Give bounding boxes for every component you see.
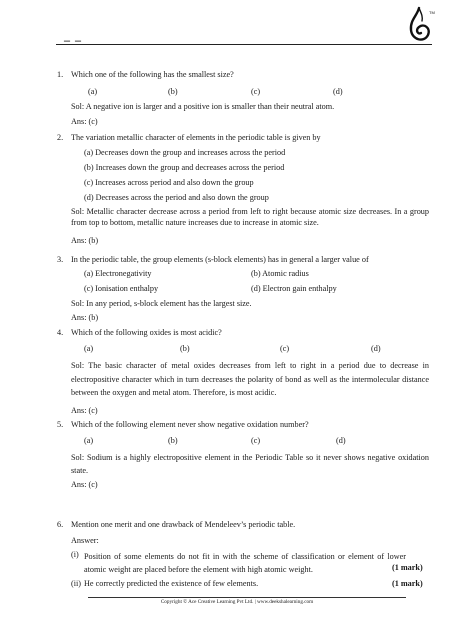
- q2-option-c: (c) Increases across period and also down the group: [84, 178, 254, 187]
- q5-option-a: (a): [84, 436, 94, 445]
- header-rule: [56, 44, 432, 45]
- header-dash: – –: [64, 33, 82, 47]
- q6-number: 6.: [57, 520, 64, 529]
- q6-point-text: He correctly predicted the existence of few elements.: [84, 579, 259, 588]
- q2-number: 2.: [57, 133, 64, 142]
- q6-point-mark: (1 mark): [392, 579, 423, 588]
- q3-option-b: (b) Atomic radius: [251, 269, 309, 278]
- q4-answer: Ans: (c): [71, 406, 98, 415]
- q2-option-b: (b) Increases down the group and decreases across the period: [84, 163, 285, 172]
- q5-answer: Ans: (c): [71, 480, 98, 489]
- brand-logo-icon: [402, 6, 436, 46]
- q6-point-number: (ii): [71, 579, 82, 588]
- q2-answer: Ans: (b): [71, 236, 99, 245]
- q4-solution: Sol: The basic character of metal oxides decreases from left to right in a period due to decrease in electropositive character which in turn decreases the polarity of bond as well as the intermolecular distance between the oxygen and metal atom. Therefore, is most acidic.: [71, 361, 429, 397]
- q1-option-a: (a): [88, 87, 98, 96]
- q1-solution: Sol: A negative ion is larger and a positive ion is smaller than their neutral atom.: [71, 102, 335, 111]
- q1-option-b: (b): [168, 87, 178, 96]
- q3-option-a: (a) Electronegativity: [84, 269, 152, 278]
- trademark-label: TM: [429, 10, 435, 15]
- q3-question: In the periodic table, the group elements (s-block elements) has in general a larger value of: [71, 255, 369, 264]
- q1-question: Which one of the following has the smallest size?: [71, 70, 234, 79]
- q6-point-mark: (1 mark): [392, 563, 423, 572]
- footer-copyright: Copyright © Ace Creative Learning Pvt Ltd. | www.deekshalearning.com: [160, 599, 314, 605]
- q4-question: Which of the following oxides is most acidic?: [71, 328, 222, 337]
- q1-number: 1.: [57, 70, 64, 79]
- q4-option-b: (b): [180, 344, 190, 353]
- q1-answer: Ans: (c): [71, 117, 98, 126]
- q2-option-a: (a) Decreases down the group and increases across the period: [84, 148, 286, 157]
- q5-number: 5.: [57, 420, 64, 429]
- q6-answer-label: Answer:: [71, 536, 99, 545]
- q1-option-d: (d): [333, 87, 343, 96]
- q3-answer: Ans: (b): [71, 313, 99, 322]
- q3-solution: Sol: In any period, s-block element has the largest size.: [71, 299, 252, 308]
- q5-option-c: (c): [251, 436, 261, 445]
- q5-option-b: (b): [168, 436, 178, 445]
- q4-number: 4.: [57, 328, 64, 337]
- q6-question: Mention one merit and one drawback of Mendeleev’s periodic table.: [71, 520, 296, 529]
- q1-option-c: (c): [251, 87, 261, 96]
- q4-option-a: (a): [84, 344, 94, 353]
- q2-question: The variation metallic character of elements in the periodic table is given by: [71, 133, 321, 142]
- q4-option-c: (c): [280, 344, 290, 353]
- q6-point-number: (i): [71, 550, 79, 559]
- q4-option-d: (d): [371, 344, 381, 353]
- q3-option-c: (c) Ionisation enthalpy: [84, 284, 159, 293]
- q5-solution: Sol: Sodium is a highly electropositive element in the Periodic Table so it never shows negative oxidation state.: [71, 453, 429, 475]
- footer-rule: [88, 597, 406, 598]
- q3-number: 3.: [57, 255, 64, 264]
- q5-question: Which of the following element never show negative oxidation number?: [71, 420, 309, 429]
- q3-option-d: (d) Electron gain enthalpy: [251, 284, 337, 293]
- q2-solution: Sol: Metallic character decrease across a period from left to right because atomic size decreases. In a group from top to bottom, metallic nature increases due to increase in atomic size.: [71, 207, 429, 227]
- q6-point-text: Position of some elements do not fit in with the scheme of classification or element of lower atomic weight are placed before the element with high atomic weight.: [84, 552, 406, 574]
- q2-option-d: (d) Decreases across the period and also down the group: [84, 193, 269, 202]
- q5-option-d: (d): [336, 436, 346, 445]
